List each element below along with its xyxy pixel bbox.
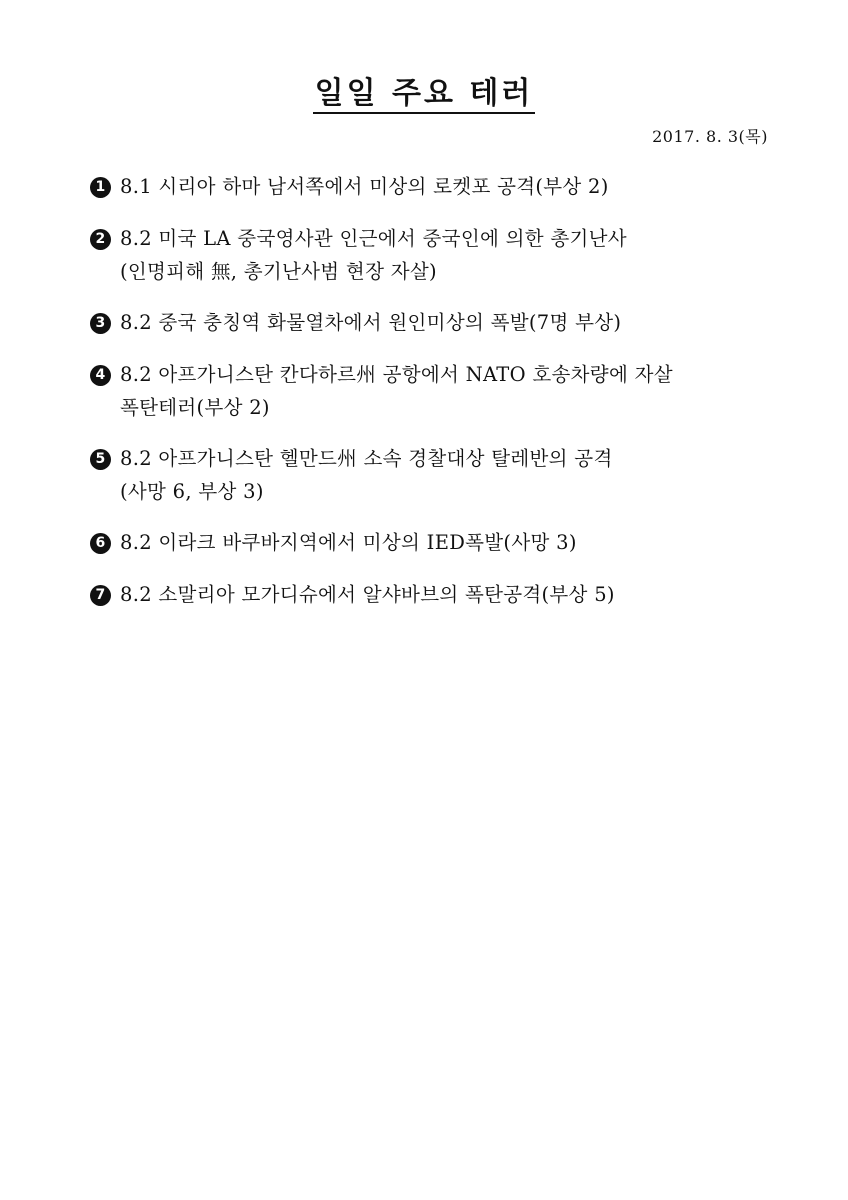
incident-7-line-1: 8.2 소말리아 모가디슈에서 알샤바브의 폭탄공격(부상 5) bbox=[120, 583, 615, 606]
document-date: 2017. 8. 3(목) bbox=[652, 127, 768, 146]
incident-6-line-1: 8.2 이라크 바쿠바지역에서 미상의 IED폭발(사망 3) bbox=[120, 531, 577, 554]
number-7-icon: 7 bbox=[90, 585, 111, 606]
incident-item-3 bbox=[90, 306, 780, 339]
number-6-icon: 6 bbox=[90, 533, 111, 554]
incident-1-line-1: 8.1 시리아 하마 남서쪽에서 미상의 로켓포 공격(부상 2) bbox=[120, 175, 609, 198]
incident-list bbox=[90, 170, 780, 630]
incident-4-line-2: 폭탄테러(부상 2) bbox=[120, 396, 270, 419]
incident-item-4 bbox=[90, 358, 780, 424]
incident-item-7 bbox=[90, 578, 780, 611]
number-1-icon: 1 bbox=[90, 177, 111, 198]
number-4-icon: 4 bbox=[90, 365, 111, 386]
number-2-icon: 2 bbox=[90, 229, 111, 250]
document-title: 일일 주요 테러 bbox=[313, 76, 536, 114]
incident-item-5 bbox=[90, 442, 780, 508]
incident-4-line-1: 8.2 아프가니스탄 칸다하르州 공항에서 NATO 호송차량에 자살 bbox=[120, 363, 673, 386]
incident-3-line-1: 8.2 중국 충칭역 화물열차에서 원인미상의 폭발(7명 부상) bbox=[120, 311, 622, 334]
incident-2-line-1: 8.2 미국 LA 중국영사관 인근에서 중국인에 의한 총기난사 bbox=[120, 227, 627, 250]
incident-item-6 bbox=[90, 526, 780, 559]
incident-5-line-1: 8.2 아프가니스탄 헬만드州 소속 경찰대상 탈레반의 공격 bbox=[120, 447, 613, 470]
incident-item-2 bbox=[90, 222, 780, 288]
number-5-icon: 5 bbox=[90, 449, 111, 470]
incident-2-line-2: (인명피해 無, 총기난사범 현장 자살) bbox=[120, 260, 437, 283]
document-title-wrap bbox=[0, 74, 848, 114]
incident-5-line-2: (사망 6, 부상 3) bbox=[120, 480, 264, 503]
number-3-icon: 3 bbox=[90, 313, 111, 334]
incident-item-1 bbox=[90, 170, 780, 203]
